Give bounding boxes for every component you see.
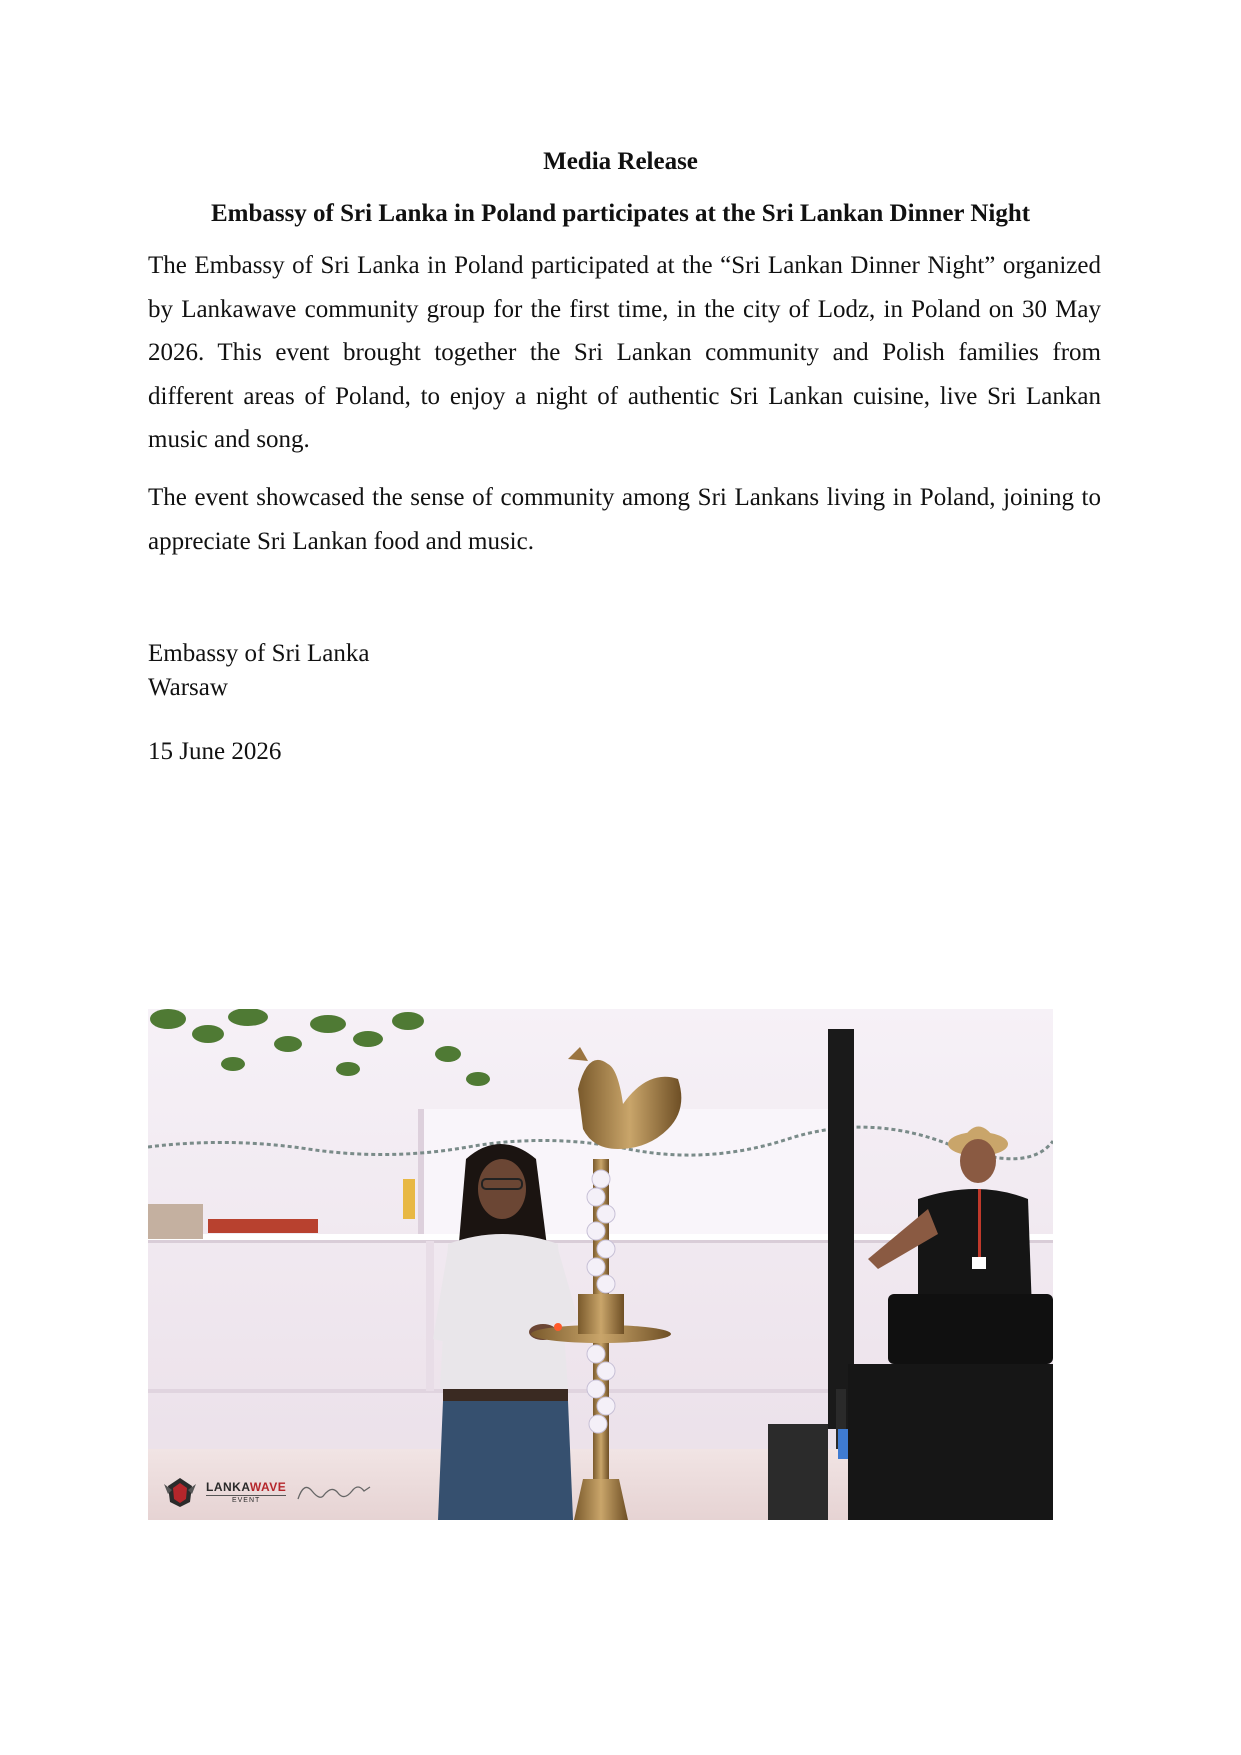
photographer-signature-icon <box>294 1477 374 1507</box>
document-type-heading: Media Release <box>543 148 698 175</box>
watermark-brand-left: LANKA <box>206 1479 250 1494</box>
lankawave-logo-icon <box>162 1474 198 1510</box>
document-title: Embassy of Sri Lanka in Poland participates at the Sri Lankan Dinner Night <box>210 200 1031 227</box>
event-photo-illustration <box>148 1009 1053 1520</box>
signature-organization: Embassy of Sri Lanka <box>148 640 370 667</box>
signature-city: Warsaw <box>148 674 228 701</box>
watermark-sub: EVENT <box>206 1495 286 1504</box>
event-photo <box>148 1009 1053 1520</box>
signature-date: 15 June 2026 <box>148 738 282 765</box>
watermark-brand <box>206 1481 286 1493</box>
watermark-brand-right: WAVE <box>249 1479 287 1494</box>
photo-watermark <box>162 1472 374 1512</box>
body-paragraph-2: The event showcased the sense of community among Sri Lankans living in Poland, joining to appreciate Sri Lankan food and music. <box>148 484 1101 555</box>
body-paragraph-1: The Embassy of Sri Lanka in Poland participated at the “Sri Lankan Dinner Night” organized by Lankawave community group for the first time, in the city of Lodz, in Poland on 30 May 2026. This event brought together the Sri Lankan community and Polish families from different areas of Poland, to enjoy a night of authentic Sri Lankan cuisine, live Sri Lankan music and song. <box>148 252 1101 453</box>
